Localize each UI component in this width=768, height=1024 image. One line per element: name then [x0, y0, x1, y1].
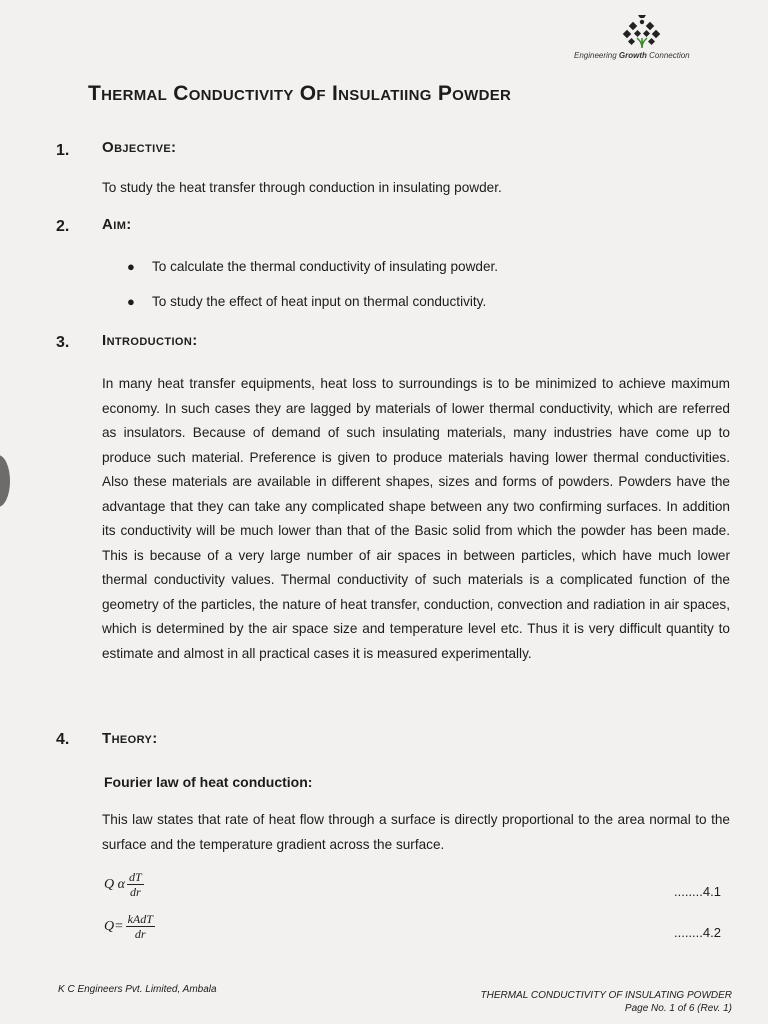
- footer-document-info: [452, 989, 732, 1015]
- section-heading-objective: Objective:: [102, 139, 177, 156]
- section-heading-aim: Aim:: [102, 216, 132, 233]
- page-edge-shadow: [0, 455, 10, 507]
- company-logo-icon: [616, 14, 666, 50]
- aim-item-2: To study the effect of heat input on thermal conductivity.: [152, 294, 487, 309]
- equation-lhs: Q=: [104, 918, 124, 934]
- equation-lhs: Q α: [104, 876, 125, 892]
- section-number-3: 3.: [56, 334, 70, 351]
- fraction-denominator: dr: [134, 927, 146, 941]
- bullet-icon: ●: [127, 294, 135, 309]
- aim-item-1: To calculate the thermal conductivity of insulating powder.: [152, 259, 499, 274]
- footer-doc-title: THERMAL CONDUCTIVITY OF INSULATING POWDER: [480, 990, 732, 1001]
- equation-ref-4-2: ........4.2: [674, 925, 721, 940]
- footer-page-number: Page No. 1 of 6 (Rev. 1): [624, 1003, 732, 1014]
- fraction-numerator: kAdT: [127, 912, 153, 926]
- section-number-2: 2.: [56, 218, 70, 235]
- section-number-1: 1.: [56, 142, 70, 159]
- section-heading-theory: Theory:: [102, 730, 158, 747]
- section-number-4: 4.: [56, 731, 70, 748]
- introduction-paragraph: In many heat transfer equipments, heat loss to surroundings is to be minimized to achieve maximum economy. In such cases they are lagged by materials of lower thermal conductivity, which are referred as insulators. Because of demand of such insulating materials, many industries have come up to produce such material. Preference is given to produce materials having lower thermal conductivities. Also these materials are available in different shapes, sizes and forms of powders. Powders have the advantage that they can take any complicated shape between any two confirming surfaces. In addition its conductivity will be much lower than that of the Basic solid from which the powder has been made. This is because of a very large number of air spaces in between particles, which have much lower thermal conductivity values. Thermal conductivity of such materials is a complicated function of the geometry of the particles, the nature of heat transfer, conduction, convection and radiation in air spaces, which is determined by the air space size and temperature level etc. Thus it is very difficult quantity to estimate and almost in all practical cases it is measured experimentally.: [102, 376, 730, 661]
- objective-text: To study the heat transfer through conduction in insulating powder.: [102, 180, 502, 195]
- logo-tagline: Engineering Growth Connection: [574, 51, 690, 60]
- bullet-icon: ●: [127, 259, 135, 274]
- footer-company: K C Engineers Pvt. Limited, Ambala: [58, 984, 217, 995]
- fraction-denominator: dr: [129, 885, 141, 899]
- equation-4-1: [104, 870, 144, 899]
- fraction-numerator: dT: [128, 870, 142, 884]
- theory-subheading: Fourier law of heat conduction:: [104, 774, 313, 790]
- section-heading-introduction: Introduction:: [102, 332, 198, 349]
- page-title: Thermal Conductivity Of Insulatiing Powder: [88, 82, 512, 105]
- theory-paragraph: This law states that rate of heat flow through a surface is directly proportional to the area normal to the surface and the temperature gradient across the surface.: [102, 812, 730, 852]
- equation-4-2: [104, 912, 155, 941]
- equation-ref-4-1: ........4.1: [674, 884, 721, 899]
